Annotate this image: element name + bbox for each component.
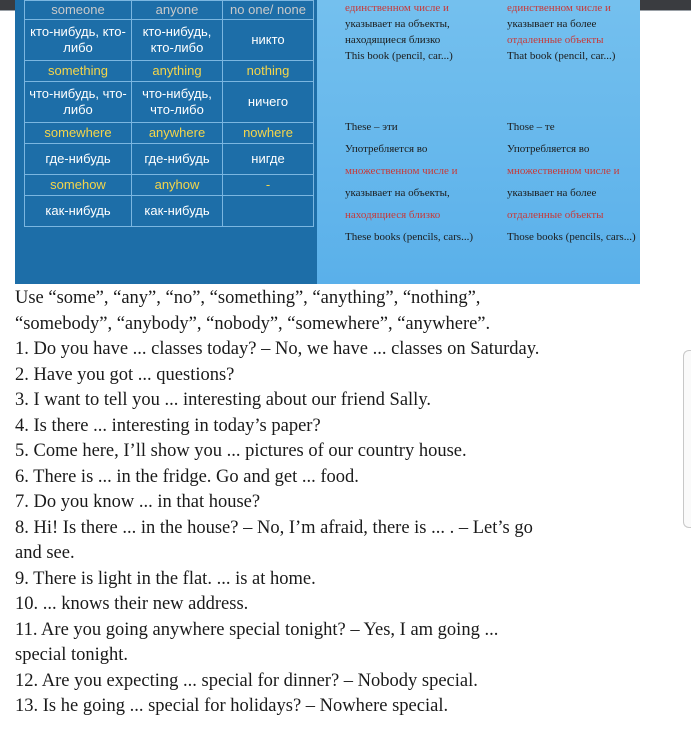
note-line: Those – те bbox=[507, 121, 555, 133]
note-line: Those books (pencils, cars...) bbox=[507, 231, 636, 243]
table-row bbox=[25, 144, 314, 175]
table-header-row bbox=[25, 1, 314, 20]
table-cell: что-нибудь, что-либо bbox=[25, 82, 132, 123]
exercise-line: 13. Is he going ... special for holidays? – Nowhere special. bbox=[15, 696, 449, 716]
note-line: находящиеся близко bbox=[345, 34, 441, 46]
table-cell: nowhere bbox=[223, 123, 314, 144]
note-line: находящиеся близко bbox=[345, 209, 441, 221]
demonstratives-notes bbox=[317, 0, 640, 284]
exercise-line: special tonight. bbox=[15, 645, 129, 665]
table-cell: ничего bbox=[223, 82, 314, 123]
note-line: множественном числе и bbox=[507, 165, 620, 177]
note-line: указывает на более bbox=[507, 18, 597, 30]
exercise-line: 3. I want to tell you ... interesting about our friend Sally. bbox=[15, 390, 431, 410]
note-line: множественном числе и bbox=[345, 165, 458, 177]
table-cell: что-нибудь, что-либо bbox=[132, 82, 223, 123]
exercise-instruction: “somebody”, “anybody”, “nobody”, “somewhere”, “anywhere”. bbox=[15, 313, 491, 334]
table-cell: кто-нибудь, кто-либо bbox=[25, 20, 132, 61]
exercise-line: 10. ... knows their new address. bbox=[15, 594, 249, 614]
table-cell: something bbox=[25, 61, 132, 82]
exercise-line: 7. Do you know ... in that house? bbox=[15, 492, 261, 512]
table-cell: someone bbox=[25, 1, 132, 20]
table-row bbox=[25, 20, 314, 61]
scrollbar[interactable] bbox=[683, 350, 691, 528]
note-this bbox=[345, 0, 453, 64]
table-row bbox=[25, 123, 314, 144]
table-cell: никто bbox=[223, 20, 314, 61]
table-cell: где-нибудь bbox=[25, 144, 132, 175]
exercise-line: 2. Have you got ... questions? bbox=[15, 364, 235, 385]
table-cell bbox=[223, 196, 314, 227]
pronoun-table bbox=[24, 0, 314, 227]
note-line: This book (pencil, car...) bbox=[345, 50, 453, 62]
scanned-grammar-image bbox=[15, 0, 640, 284]
table-cell: где-нибудь bbox=[132, 144, 223, 175]
exercise-line: 8. Hi! Is there ... in the house? – No, I’m afraid, there is ... . – Let’s go bbox=[15, 517, 533, 538]
exercise-text bbox=[15, 286, 675, 720]
exercise-line: and see. bbox=[15, 543, 75, 563]
note-those bbox=[507, 116, 636, 248]
pronoun-table-panel bbox=[15, 0, 317, 284]
table-cell: no one/ none bbox=[223, 1, 314, 20]
table-cell: anyone bbox=[132, 1, 223, 20]
exercise-instruction: Use “some”, “any”, “no”, “something”, “anything”, “nothing”, bbox=[15, 288, 481, 308]
note-these bbox=[345, 116, 473, 248]
table-cell: - bbox=[223, 175, 314, 196]
note-line: Употребляется во bbox=[507, 143, 590, 155]
note-line: These – эти bbox=[345, 121, 398, 133]
exercise-line: 12. Are you expecting ... special for dinner? – Nobody special. bbox=[15, 670, 478, 691]
table-row bbox=[25, 61, 314, 82]
note-line: Употребляется во bbox=[345, 143, 428, 155]
table-row bbox=[25, 82, 314, 123]
table-cell: кто-нибудь, кто-либо bbox=[132, 20, 223, 61]
table-cell: somehow bbox=[25, 175, 132, 196]
note-line: That book (pencil, car...) bbox=[507, 50, 616, 62]
table-cell: как-нибудь bbox=[25, 196, 132, 227]
note-line: единственном числе и bbox=[507, 2, 611, 14]
table-cell: anyhow bbox=[132, 175, 223, 196]
table-cell: anything bbox=[132, 61, 223, 82]
table-cell: nothing bbox=[223, 61, 314, 82]
note-line: These books (pencils, cars...) bbox=[345, 231, 473, 243]
exercise-line: 11. Are you going anywhere special tonight? – Yes, I am going ... bbox=[15, 619, 499, 640]
table-cell: anywhere bbox=[132, 123, 223, 144]
note-line: отдаленные объекты bbox=[507, 209, 604, 221]
note-line: отдаленные объекты bbox=[507, 34, 604, 46]
exercise-line: 9. There is light in the flat. ... is at home. bbox=[15, 568, 316, 589]
exercise-line: 4. Is there ... interesting in today’s paper? bbox=[15, 415, 321, 436]
exercise-line: 6. There is ... in the fridge. Go and get ... food. bbox=[15, 466, 359, 487]
exercise-line: 1. Do you have ... classes today? – No, we have ... classes on Saturday. bbox=[15, 339, 540, 359]
table-row bbox=[25, 175, 314, 196]
note-line: единственном числе и bbox=[345, 2, 449, 14]
table-cell: нигде bbox=[223, 144, 314, 175]
table-row bbox=[25, 196, 314, 227]
exercise-line: 5. Come here, I’ll show you ... pictures of our country house. bbox=[15, 441, 467, 461]
note-that bbox=[507, 0, 615, 64]
table-cell: как-нибудь bbox=[132, 196, 223, 227]
note-line: указывает на объекты, bbox=[345, 187, 450, 199]
note-line: указывает на более bbox=[507, 187, 597, 199]
note-line: указывает на объекты, bbox=[345, 18, 450, 30]
table-cell: somewhere bbox=[25, 123, 132, 144]
